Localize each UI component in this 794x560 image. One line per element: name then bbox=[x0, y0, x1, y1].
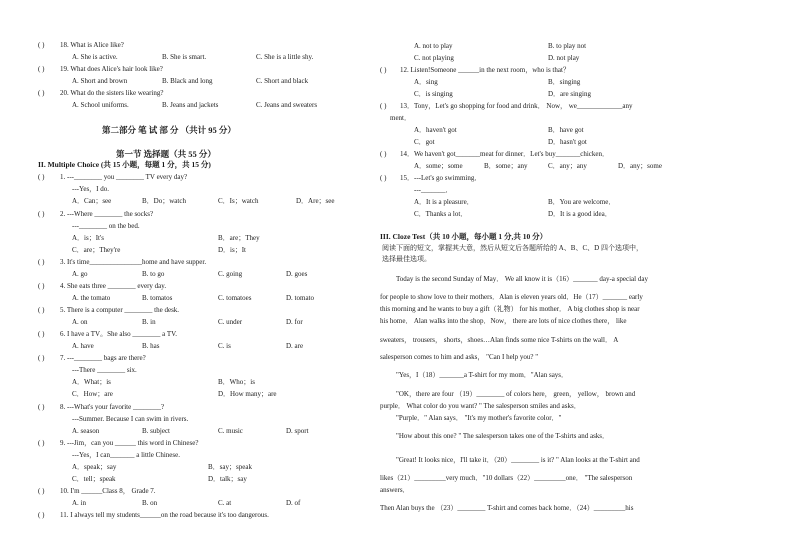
part2-title: 第二部分 笔 试 部 分 （共计 95 分） bbox=[102, 125, 236, 135]
q10-option-c: C. at bbox=[218, 499, 232, 507]
passage-line-11: "How about this one? " The salesperson takes one of the T-shirts and asks． bbox=[396, 432, 610, 440]
question-15-stem: 15．---Let's go swimming． bbox=[400, 174, 482, 182]
q20-option-c: C. Jeans and sweaters bbox=[256, 101, 318, 109]
q18-option-b: B. She is smart. bbox=[162, 53, 207, 61]
q11-option-a: A. not to play bbox=[414, 42, 453, 50]
q20-option-a: A. School uniforms. bbox=[72, 101, 129, 109]
question-2-line2: ---________ on the bed. bbox=[72, 222, 140, 230]
q11-option-d: D. not play bbox=[548, 54, 580, 62]
q14-option-c: C．any；any bbox=[548, 162, 587, 170]
q2-option-c: C．are；They're bbox=[72, 246, 121, 254]
q19-option-b: B. Black and long bbox=[162, 77, 213, 85]
q14-option-b: B．some；any bbox=[484, 162, 528, 170]
q6-option-c: C. is bbox=[218, 342, 231, 350]
q12-option-a: A．sing bbox=[414, 78, 438, 86]
cloze-instruction-line2: 选择最佳选项。 bbox=[382, 255, 431, 263]
question-8-stem: 8. ---What's your favorite ________? bbox=[60, 403, 165, 411]
q3-option-a: A. go bbox=[72, 270, 88, 278]
q3-option-c: C. going bbox=[218, 270, 243, 278]
passage-line-9: purple． What color do you want? " The salesperson smiles and asks． bbox=[380, 402, 581, 410]
q3-option-d: D. goes bbox=[286, 270, 308, 278]
passage-line-4: his home． Alan walks into the shop．Now， there are lots of nice clothes there， like bbox=[380, 317, 627, 325]
question-2-stem: 2. ---Where ________ the socks? bbox=[60, 210, 154, 218]
cloze-instruction-line1: 阅读下面的短文，掌握其大意，然后从短文后各题所给的 A、B、C、D 四个选项中， bbox=[382, 244, 643, 252]
q3-option-b: B. to go bbox=[142, 270, 165, 278]
question-1-line2: ---Yes，I do. bbox=[72, 185, 110, 193]
q5-option-b: B. in bbox=[142, 318, 156, 326]
q12-option-b: B．singing bbox=[548, 78, 581, 86]
q11-option-b: B. to play not bbox=[548, 42, 587, 50]
q18-option-c: C. She is a little shy. bbox=[256, 53, 314, 61]
q6-option-b: B. has bbox=[142, 342, 160, 350]
passage-line-7: "Yes，I（18）_______a T-shirt for my mom．"Alan says． bbox=[396, 371, 569, 379]
passage-line-14: answers． bbox=[380, 486, 410, 494]
q19-option-c: C. Short and black bbox=[256, 77, 309, 85]
question-13-line2: ment． bbox=[390, 114, 411, 122]
q12-option-c: C．is singing bbox=[414, 90, 453, 98]
q13-option-c: C．got bbox=[414, 138, 435, 146]
q12-option-d: D．are singing bbox=[548, 90, 591, 98]
q15-option-c: C．Thanks a lot． bbox=[414, 210, 468, 218]
answer-paren-7[interactable]: ( ) bbox=[38, 354, 45, 362]
question-3-stem: 3. It's time_______________home and have supper. bbox=[60, 258, 207, 266]
passage-line-1: Today is the second Sunday of May． We all know it is（16）_______ day-a special day bbox=[396, 275, 648, 283]
multiple-choice-title: II. Multiple Choice (共 15 小题，每题 1 分，共 15 分) bbox=[38, 160, 211, 169]
question-10-stem: 10. I'm ______Class 8， Grade 7. bbox=[60, 487, 156, 495]
answer-paren-4[interactable]: ( ) bbox=[38, 282, 45, 290]
q7-option-a: A．What；is bbox=[72, 378, 111, 386]
question-15-line2: ---_______． bbox=[414, 186, 453, 194]
question-20-stem: 20. What do the sisters like wearing? bbox=[60, 89, 164, 97]
q15-option-b: B．You are welcome． bbox=[548, 198, 616, 206]
question-1-stem: 1. ---________ you ________ TV every day? bbox=[60, 173, 188, 181]
right-column bbox=[380, 0, 794, 560]
question-13-stem: 13．Tony，Let's go shopping for food and drink． Now， we_____________any bbox=[400, 102, 633, 110]
answer-paren-20[interactable]: ( ) bbox=[38, 89, 45, 97]
passage-line-6: salesperson comes to him and asks， "Can I help you? " bbox=[380, 353, 539, 361]
answer-paren-5[interactable]: ( ) bbox=[38, 306, 45, 314]
question-4-stem: 4. She eats three ________ every day. bbox=[60, 282, 167, 290]
q9-option-b: B．say；speak bbox=[208, 463, 252, 471]
passage-line-5: sweaters， trousers， shorts，shoes…Alan finds some nice T-shirts on the wall． A bbox=[380, 336, 619, 344]
q9-option-a: A．speak；say bbox=[72, 463, 117, 471]
passage-line-15: Then Alan buys the （23）________ T-shirt and comes back home．（24）_________his bbox=[380, 504, 634, 512]
q4-option-a: A. the tomato bbox=[72, 294, 111, 302]
answer-paren-10[interactable]: ( ) bbox=[38, 487, 45, 495]
passage-line-8: "OK，there are four （19）________ of colors here， green， yellow， brown and bbox=[396, 390, 636, 398]
answer-paren-9[interactable]: ( ) bbox=[38, 439, 45, 447]
q4-option-c: C. tomatoes bbox=[218, 294, 252, 302]
answer-paren-15[interactable]: ( ) bbox=[380, 174, 387, 182]
q7-option-b: B．Who；is bbox=[218, 378, 255, 386]
q6-option-a: A. have bbox=[72, 342, 94, 350]
q1-option-c: C．Is；watch bbox=[218, 197, 259, 205]
q15-option-a: A．It is a pleasure． bbox=[414, 198, 474, 206]
question-9-stem: 9. ---Jim，can you ______ this word in Chinese? bbox=[60, 439, 199, 447]
q10-option-b: B. on bbox=[142, 499, 158, 507]
passage-line-13: likes（21）_________very much．"10 dollars（22）_________one． "The salesperson bbox=[380, 474, 633, 482]
q5-option-a: A. on bbox=[72, 318, 88, 326]
q1-option-b: B．Do；watch bbox=[142, 197, 186, 205]
q5-option-d: D. for bbox=[286, 318, 303, 326]
q2-option-b: B．are；They bbox=[218, 234, 260, 242]
answer-paren-19[interactable]: ( ) bbox=[38, 65, 45, 73]
question-5-stem: 5. There is a computer ________ the desk. bbox=[60, 306, 180, 314]
q8-option-a: A. season bbox=[72, 427, 100, 435]
q7-option-c: C．How；are bbox=[72, 390, 113, 398]
answer-paren-2[interactable]: ( ) bbox=[38, 210, 45, 218]
q20-option-b: B. Jeans and jackets bbox=[162, 101, 219, 109]
q13-option-b: B．have got bbox=[548, 126, 584, 134]
question-12-stem: 12. Listen!Someone ______in the next room，who is that？ bbox=[400, 66, 570, 74]
question-6-stem: 6. I have a TV。She also ________ a TV. bbox=[60, 330, 178, 338]
q8-option-d: D. sport bbox=[286, 427, 309, 435]
q8-option-b: B. subject bbox=[142, 427, 170, 435]
question-11-stem: 11. I always tell my students______on the road because it's too dangerous. bbox=[60, 511, 269, 519]
q11-option-c: C. not playing bbox=[414, 54, 454, 62]
q19-option-a: A. Short and brown bbox=[72, 77, 128, 85]
answer-paren-11[interactable]: ( ) bbox=[38, 511, 45, 519]
answer-paren-8[interactable]: ( ) bbox=[38, 403, 45, 411]
q4-option-d: D. tomato bbox=[286, 294, 314, 302]
q6-option-d: D. are bbox=[286, 342, 304, 350]
q14-option-a: A．some；some bbox=[414, 162, 463, 170]
q13-option-d: D．hasn't got bbox=[548, 138, 587, 146]
q9-option-c: C．tell；speak bbox=[72, 475, 116, 483]
answer-paren-18[interactable]: ( ) bbox=[38, 41, 45, 49]
question-18-stem: 18. What is Alice like? bbox=[60, 41, 124, 49]
answer-paren-12[interactable]: ( ) bbox=[380, 66, 387, 74]
passage-line-10: "Purple．" Alan says． "It's my mother's favorite color．" bbox=[396, 414, 562, 422]
q4-option-b: B. tomatos bbox=[142, 294, 173, 302]
answer-paren-1[interactable]: ( ) bbox=[38, 173, 45, 181]
q10-option-a: A. in bbox=[72, 499, 86, 507]
answer-paren-14[interactable]: ( ) bbox=[380, 150, 387, 158]
q1-option-a: A．Can；see bbox=[72, 197, 112, 205]
question-7-line2: ---There ________ six. bbox=[72, 366, 137, 374]
question-9-line2: ---Yes，I can_______ a little Chinese. bbox=[72, 451, 180, 459]
q13-option-a: A．haven't got bbox=[414, 126, 457, 134]
passage-line-3: this morning and he wants to buy a gift（礼物） for his mother． A big clothes shop is near bbox=[380, 305, 640, 313]
question-19-stem: 19. What does Alice's hair look like? bbox=[60, 65, 163, 73]
question-14-stem: 14．We haven't got_______meat for dinner．Let's buy_______chicken． bbox=[400, 150, 609, 158]
q1-option-d: D．Are；see bbox=[296, 197, 335, 205]
q8-option-c: C. music bbox=[218, 427, 243, 435]
q7-option-d: D．How many；are bbox=[218, 390, 277, 398]
q18-option-a: A. She is active. bbox=[72, 53, 118, 61]
q15-option-d: D．It is a good idea． bbox=[548, 210, 612, 218]
answer-paren-13[interactable]: ( ) bbox=[380, 102, 387, 110]
left-column bbox=[0, 0, 380, 560]
cloze-title: III. Cloze Test（共 10 小题，每小题 1 分,共 10 分） bbox=[380, 232, 548, 241]
answer-paren-3[interactable]: ( ) bbox=[38, 258, 45, 266]
q14-option-d: D．any；some bbox=[618, 162, 662, 170]
q9-option-d: D．talk；say bbox=[208, 475, 247, 483]
q2-option-a: A．is；It's bbox=[72, 234, 104, 242]
passage-line-12: "Great! It looks nice，I'll take it．（20）________ is it? " Alan looks at the T-shirt and bbox=[396, 456, 640, 464]
q2-option-d: D．is；It bbox=[218, 246, 246, 254]
q10-option-d: D. of bbox=[286, 499, 301, 507]
question-7-stem: 7. ---________ bags are there? bbox=[60, 354, 146, 362]
q5-option-c: C. under bbox=[218, 318, 243, 326]
question-8-line2: ---Summer. Because I can swim in rivers. bbox=[72, 415, 189, 423]
answer-paren-6[interactable]: ( ) bbox=[38, 330, 45, 338]
section1-title: 第一节 选择题（共 55 分） bbox=[116, 149, 216, 159]
passage-line-2: for people to show love to their mothers．Alan is eleven years old．He（17）_______ early bbox=[380, 293, 643, 301]
